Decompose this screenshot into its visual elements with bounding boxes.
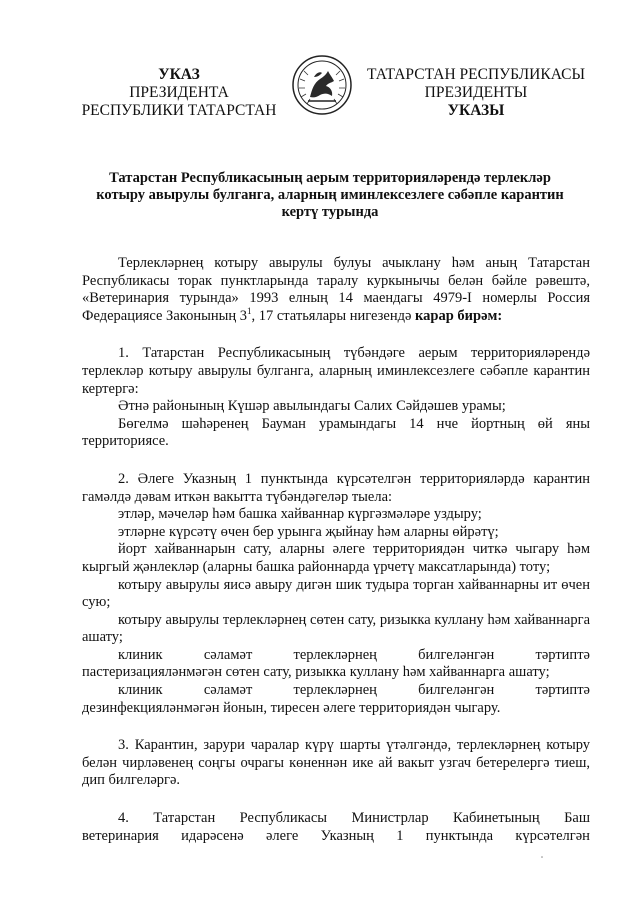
header-left-line-1: УКАЗ — [158, 66, 200, 83]
word: билгеләнгән — [418, 682, 495, 699]
item-1-sub-1: Әтнә районының Күшәр авылындагы Салих Сәйдәшев урамы; — [118, 398, 506, 415]
item-2: 2. Әлеге Указның 1 пунктында күрсәтелгән территорияләрдә карантин гамәлдә дәвам иткән вакытта түбәндәгеләр тыела: — [82, 470, 590, 505]
item-3: 3. Карантин, зарури чаралар күрү шарты үтәлгәндә, терлекләрнең котыру белән чирләвенең соңгы очрагы көненнән ике ай вакыт узгач бетерелергә тиеш, дип билгеләргә. — [82, 737, 590, 789]
header-left-line-2: ПРЕЗИДЕНТА — [129, 84, 229, 101]
header-left-russian — [70, 66, 288, 120]
word: идарәсенә — [181, 827, 244, 844]
header-right-line-2: ПРЕЗИДЕНТЫ — [424, 84, 528, 101]
word: күрсәтелгән — [515, 827, 590, 844]
word: Кабинетының — [453, 810, 540, 827]
item-2-sub-1: этләр, мәчеләр һәм башка хайваннар күргәзмәләре уздыру; — [118, 506, 482, 523]
item-2-sub-7-line-2: дезинфекцияләнмәгән йонын, тиресен әлеге территориядән чыгару. — [82, 699, 501, 716]
word: әлеге — [266, 827, 299, 844]
header-right-line-1: ТАТАРСТАН РЕСПУБЛИКАСЫ — [367, 66, 585, 83]
item-2-sub-2: этләрне күрсәтү өчен бер урынга җыйнау һәм аларны өйрәтү; — [118, 523, 499, 540]
item-2-sub-6-line-1 — [82, 647, 590, 665]
word: терлекләрнең — [293, 646, 377, 663]
item-2-sub-6-line-2: пастеризацияләнмәгән сөтен сату, ризыкка куллану һәм хайваннарга ашату; — [82, 664, 550, 681]
document-header — [0, 0, 640, 140]
word: клиник — [118, 682, 163, 699]
intro-text-after: , 17 статьялары нигезендә — [251, 307, 416, 324]
word: тәртиптә — [535, 646, 590, 663]
title-line-3: кертү турында — [281, 204, 379, 220]
item-2-sub-7-line-1 — [82, 682, 590, 700]
word: Татарстан — [153, 810, 216, 827]
decree-phrase: карар бирәм: — [415, 307, 503, 324]
header-right-line-3: УКАЗЫ — [447, 102, 505, 119]
item-2-sub-5: котыру авырулы терлекләрнең сөтен сату, ризыкка куллану һәм хайваннарга ашату; — [82, 611, 590, 646]
title-line-2: котыру авырулы булганга, аларның иминлексезлеге сәбәпле карантин — [96, 187, 564, 203]
item-4-line-2 — [82, 828, 590, 846]
intro-superscript: 1 — [246, 305, 252, 316]
coat-of-arms-icon — [290, 53, 354, 117]
item-2-sub-4: котыру авырулы яисә авыру дигән шик тудыра торган хайваннарны ит өчен сую; — [82, 576, 590, 611]
word: ветеринария — [82, 827, 159, 844]
intro-text: Терлекләрнең котыру авырулы булуы ачыклану һәм аның Татарстан Республикасы торак пунктларында таралу куркынычы белән бәйле рәвештә, «Ветеринария турында» 1993 елның 14 маендагы 4979-I номерлы Россия Федерациясе Законының 3 — [82, 255, 590, 324]
word: Указның — [320, 827, 374, 844]
word: пунктында — [425, 827, 494, 844]
word: тәртиптә — [535, 682, 590, 699]
item-1-sub-2: Бөгелмә шәһәренең Бауман урамындагы 14 нче йортның өй яны территориясе. — [82, 415, 590, 450]
word: терлекләрнең — [293, 682, 377, 699]
word: Баш — [564, 810, 590, 827]
word: сәламәт — [203, 682, 253, 699]
document-body — [82, 255, 590, 845]
word: сәламәт — [203, 646, 253, 663]
word: 4. — [118, 810, 129, 827]
scan-speck — [540, 855, 544, 859]
item-1: 1. Татарстан Республикасының түбәндәге аерым территорияләрендә терлекләр котыру авырулы булганга, аларның иминлексезлеге сәбәпле карантин кертергә: — [82, 345, 590, 397]
word: билгеләнгән — [418, 646, 495, 663]
document-title — [70, 170, 590, 221]
header-left-line-3: РЕСПУБЛИКИ ТАТАРСТАН — [81, 102, 277, 119]
item-4-line-1 — [82, 810, 590, 828]
item-2-sub-3: йорт хайваннарын сату, аларны әлеге территориядән читкә чыгару һәм кыргый җәнлекләр (аларны башка районнарда үрчетү максатларында) тоту; — [82, 541, 590, 575]
word: 1 — [396, 827, 404, 844]
title-line-1: Татарстан Республикасының аерым территорияләрендә терлекләр — [109, 170, 551, 186]
intro-paragraph — [82, 255, 590, 325]
header-right-tatar — [362, 66, 590, 120]
word: Министрлар — [351, 810, 429, 827]
word: клиник — [118, 646, 163, 663]
word: Республикасы — [239, 810, 328, 827]
